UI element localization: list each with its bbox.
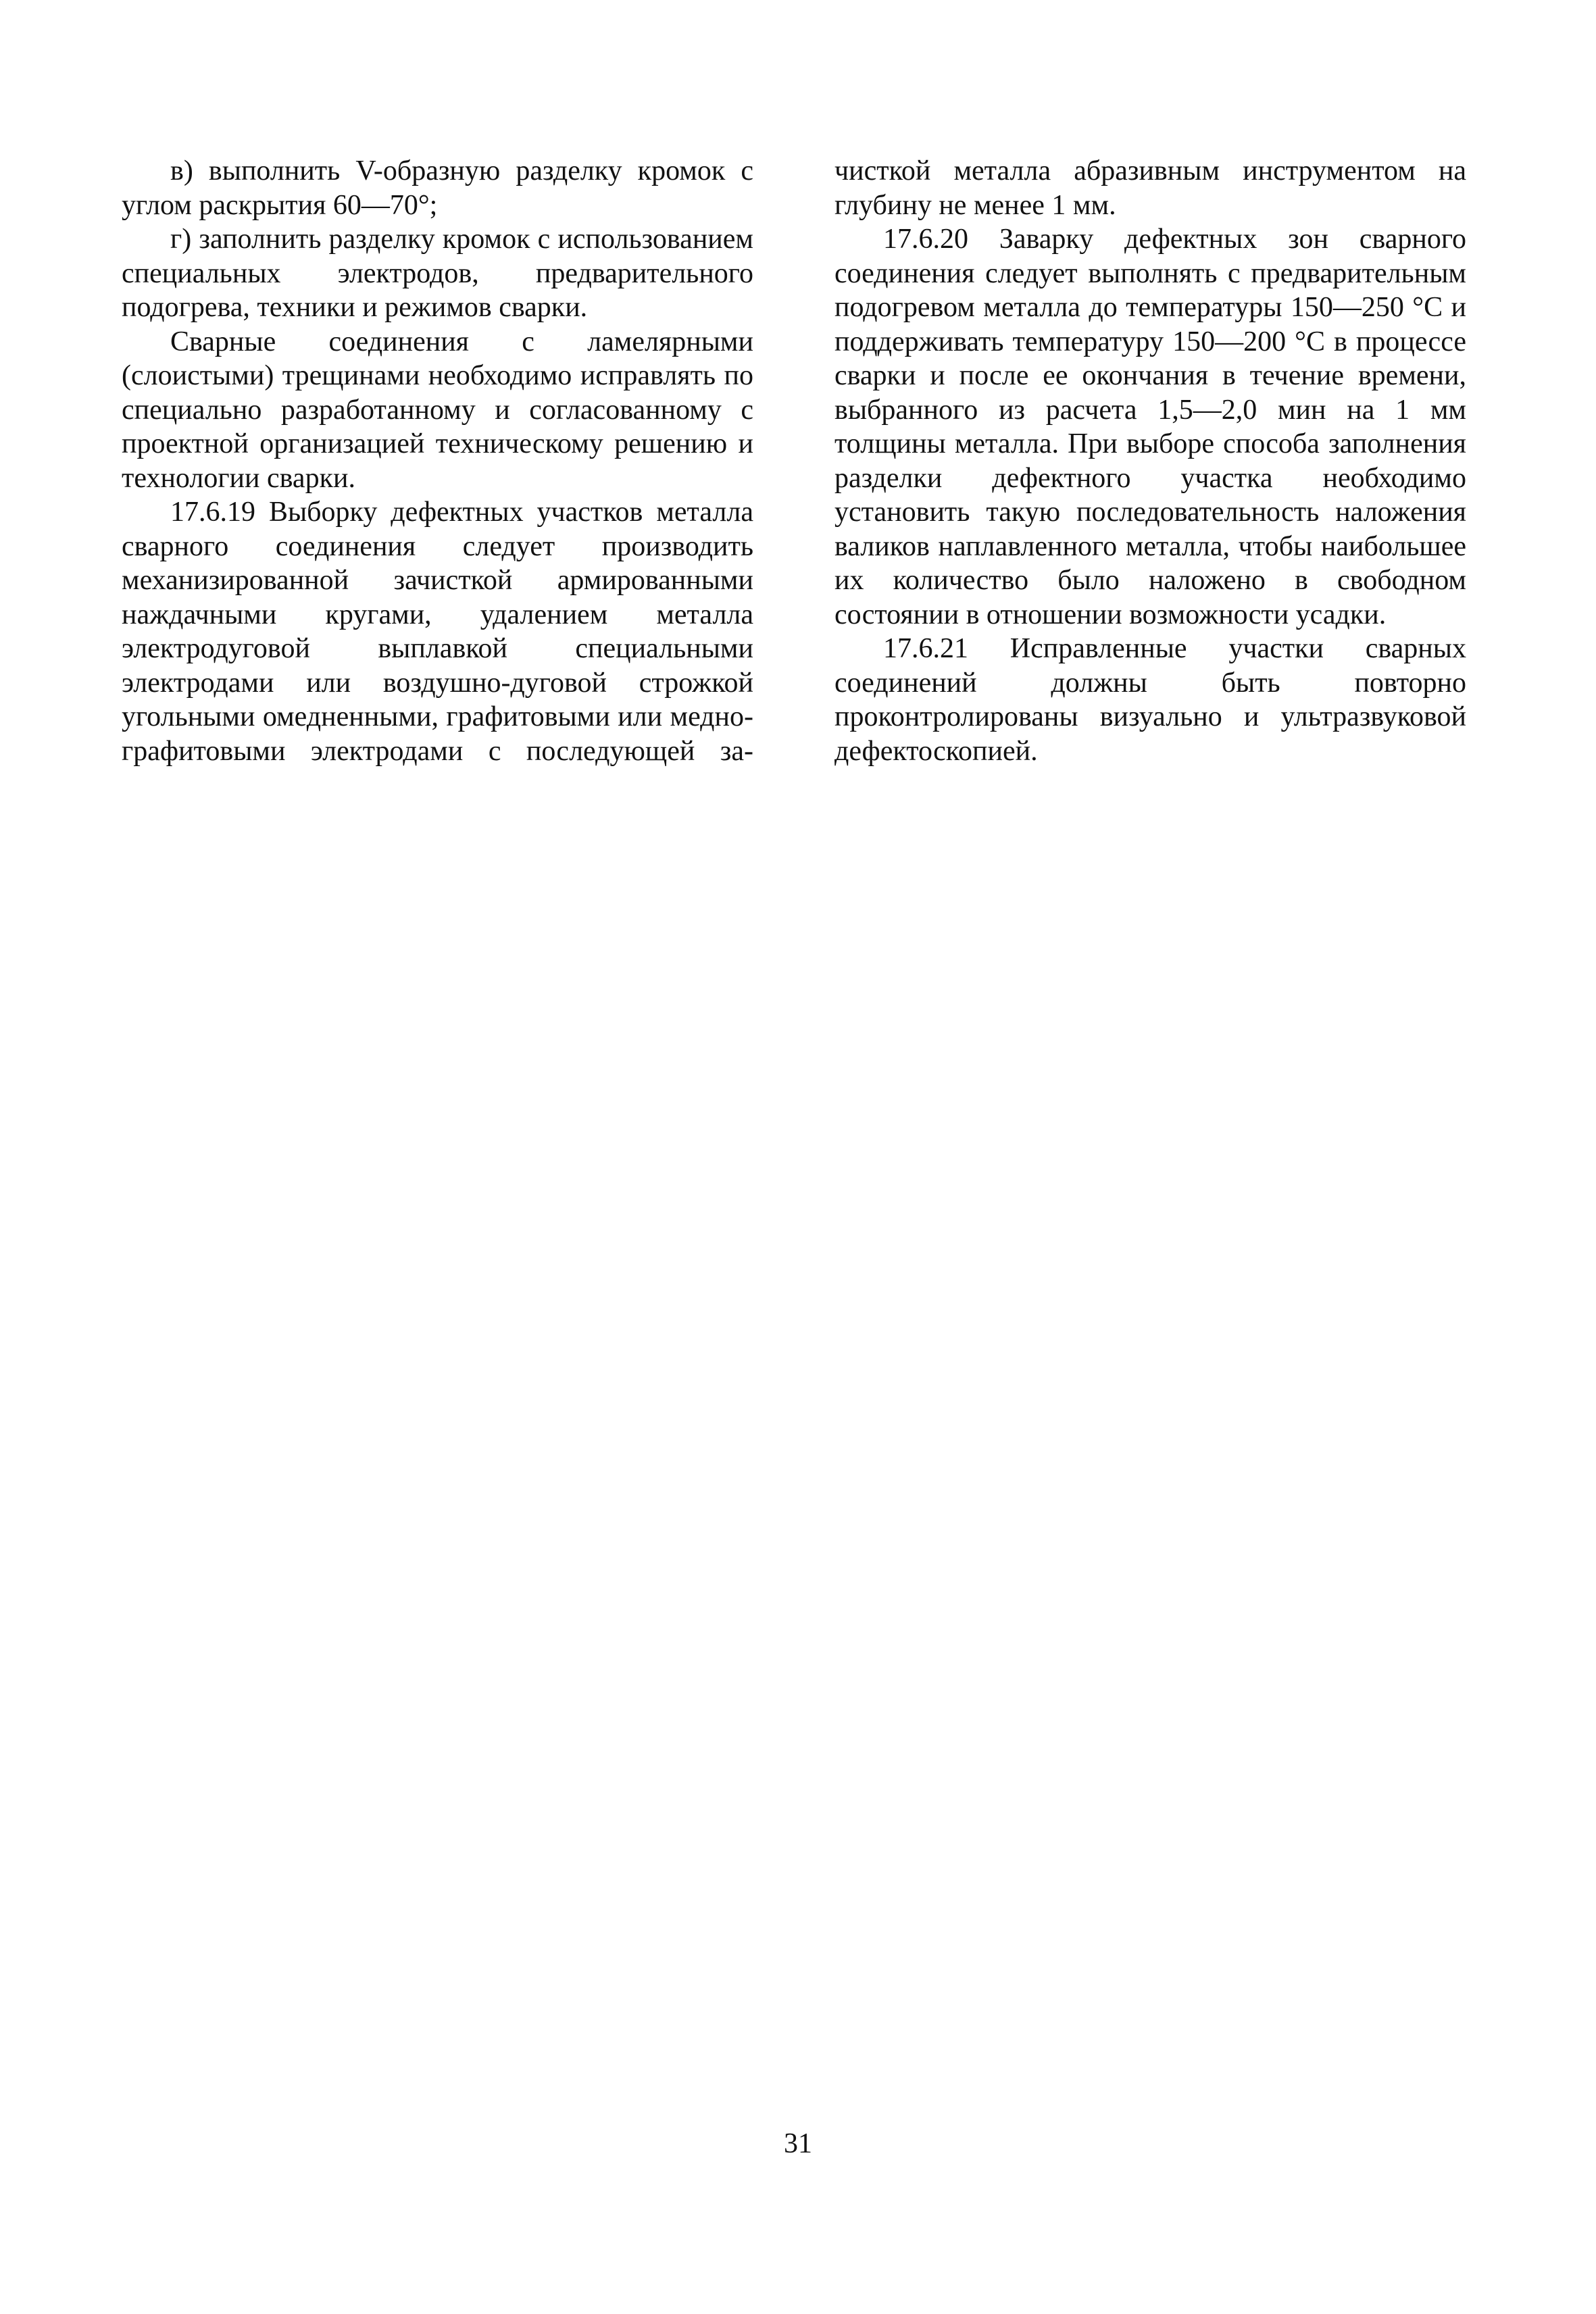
paragraph-continuation: чисткой металла абразивным инструментом на глубину не менее 1 мм. [834,155,1466,221]
paragraph-17-6-21: 17.6.21 Исправленные участки сварных соединений должны быть повторно проконтролированы визуально и ультразвуковой дефектоскопией. [834,633,1466,767]
paragraph-lamellar-cracks: Сварные соединения с ламелярными (слоистыми) трещинами необходимо исправлять по специально разработанному и согласованному с проектной организацией техническому решению и технологии сварки. [122,326,753,494]
right-text-column [834,154,1466,768]
paragraph-item-v: в) выполнить V-образную разделку кромок с углом раскрытия 60—70°; [122,155,753,221]
page-number: 31 [784,2128,812,2159]
left-text-column [122,154,753,768]
paragraph-17-6-20: 17.6.20 Заварку дефектных зон сварного соединения следует выполнять с предварительным подогревом металла до температуры 150—250 °С и поддерживать температуру 150—200 °С в процессе сварки и после ее окончания в течение времени, выбранного из расчета 1,5—2,0 мин на 1 мм толщины металла. При выборе способа заполнения разделки дефектного участка необходимо установить такую последовательность наложения валиков наплавленного металла, чтобы наибольшее их количество было наложено в свободном состоянии в отношении возможности усадки. [834,224,1466,630]
paragraph-item-g: г) заполнить разделку кромок с использованием специальных электродов, предварительного подогрева, техники и режимов сварки. [122,224,753,323]
paragraph-17-6-19: 17.6.19 Выборку дефектных участков металла сварного соединения следует производить механизированной зачисткой армированными наждачными кругами, удалением металла электродуговой выплавкой специальными электродами или воздушно-дуговой строжкой угольными омедненными, графитовыми или медно-графитовыми электродами с последующей за- [122,497,753,767]
